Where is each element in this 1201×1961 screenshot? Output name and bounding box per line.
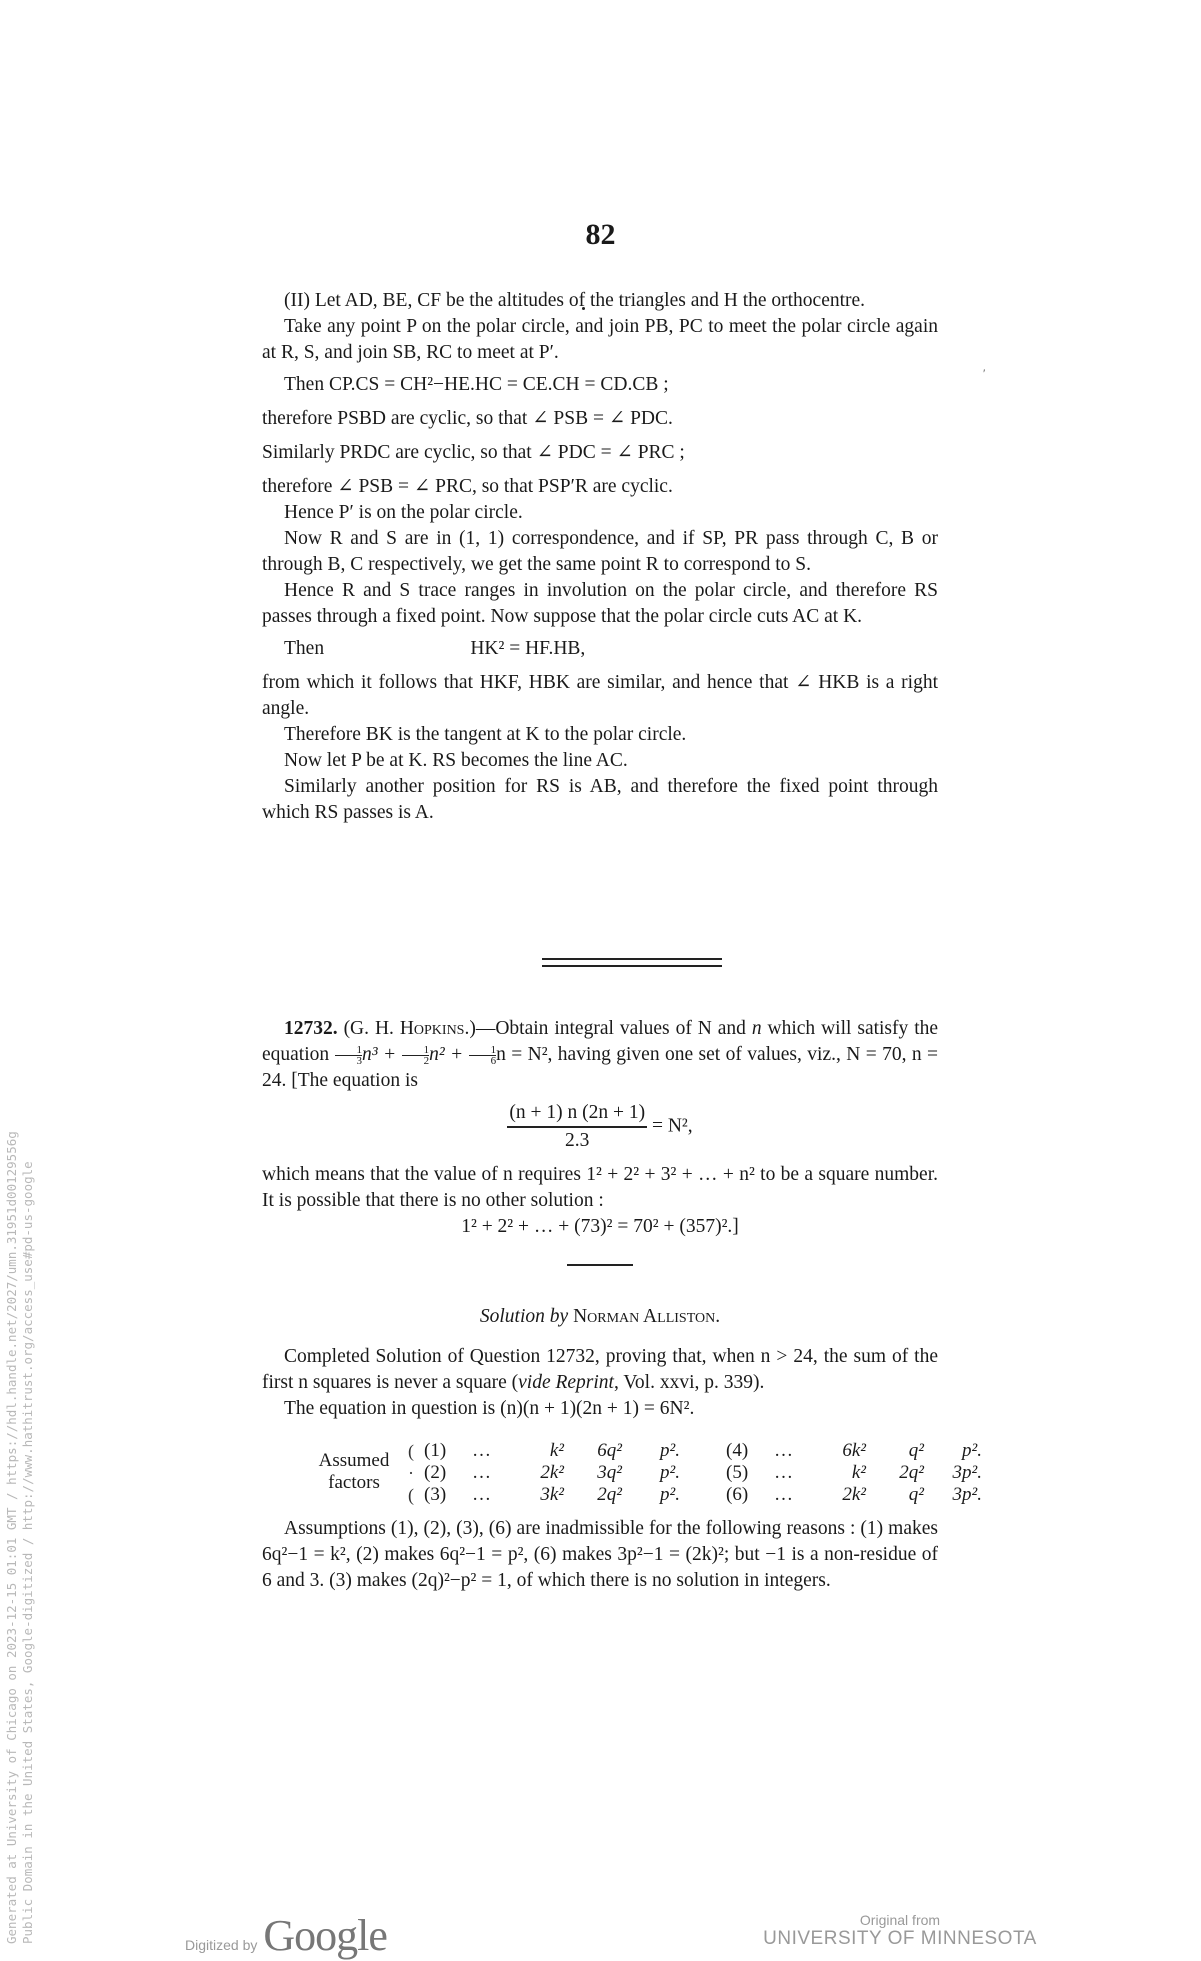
google-logo: Google	[263, 1911, 387, 1960]
equation-line: Then CP.CS = CH²−HE.HC = CE.CH = CD.CB ;	[284, 374, 669, 395]
university-name: UNIVERSITY OF MINNESOTA	[763, 1928, 1037, 1949]
fraction-one-half: $\frac{1}{2}$	[402, 1045, 430, 1066]
solution-heading	[262, 1304, 938, 1330]
brace-icon: ( · (	[408, 1441, 414, 1505]
paragraph: from which it follows that HKF, HBK are similar, and hence that ∠ HKB is a right angle.	[262, 672, 938, 719]
fraction-numerator: (n + 1) n (2n + 1)	[507, 1100, 647, 1128]
vide-reprint: vide Reprint	[518, 1372, 614, 1393]
original-source	[760, 1912, 1040, 1950]
solution-reasons	[262, 1516, 938, 1594]
paragraph: Similarly another position for RS is AB, and therefore the fixed point through which RS passes is A.	[262, 776, 938, 823]
solution-author: Norman Alliston.	[573, 1306, 721, 1327]
question-text: one set of values, viz., N = 70, n = 24. [The equation is	[262, 1044, 938, 1091]
digitized-by-google	[185, 1910, 387, 1961]
var-n: n	[751, 1018, 762, 1039]
question-block	[262, 1016, 938, 1240]
equation-line: Then HK² = HF.HB,	[284, 638, 586, 659]
solution-paragraph: The equation in question is (n)(n + 1)(2n + 1) = 6N².	[284, 1398, 695, 1419]
solution-paragraph: Assumptions (1), (2), (3), (6) are inadmissible for the following reasons : (1) makes 6q²−1 = k², (2) makes 6q²−1 = p², (6) makes 3p²−1 = (2k)²; but −1 is a non-residue of 6 and 3. (3) makes (2q)²−p² = 1, of which there is no solution in integers.	[262, 1518, 938, 1591]
question-paragraph: which means that the value of n requires 1² + 2² + 3² + … + n² to be a square number. It is possible that there is no other solution :	[262, 1164, 938, 1211]
original-from-label: Original from	[859, 1912, 941, 1928]
paragraph: Hence P′ is on the polar circle.	[284, 502, 523, 523]
digitized-by-label: Digitized by	[185, 1937, 258, 1953]
equation-line: therefore PSBD are cyclic, so that ∠ PSB = ∠ PDC.	[262, 408, 673, 429]
section-ii-body	[262, 288, 938, 826]
display-rhs: = N²,	[651, 1115, 693, 1137]
question-paragraph	[262, 1016, 938, 1094]
fraction-denominator: 2.3	[565, 1130, 590, 1151]
paragraph: Take any point P on the polar circle, and join PB, PC to meet the polar circle again at R, S, and join SB, RC to meet at P′.	[262, 316, 938, 363]
fraction-one-third: $\frac{1}{3}$	[335, 1045, 363, 1066]
paragraph: Hence R and S trace ranges in involution on the polar circle, and therefore RS passes through a fixed point. Now suppose that the polar circle cuts AC at K.	[262, 580, 938, 627]
assumed-factors-table	[300, 1440, 988, 1506]
solution-paragraph: Completed Solution of Question 12732, proving that, when n > 24, the sum of the first n squares is never a square (vide Reprint, Vol. xxvi, p. 339).	[262, 1346, 938, 1393]
factors-row: (1) … k² 6q² p². (4) … 6k² q² p².	[424, 1440, 982, 1461]
stray-mark: ′	[983, 366, 986, 380]
eq-term: n² +	[429, 1044, 469, 1065]
equation-line: therefore ∠ PSB = ∠ PRC, so that PSP′R are cyclic.	[262, 476, 673, 497]
section-divider	[542, 958, 722, 967]
page-number: 82	[585, 218, 616, 251]
question-text: which will satisfy the equation	[262, 1018, 939, 1065]
solution-heading-italic: Solution by	[479, 1306, 569, 1327]
paragraph: Now let P be at K. RS becomes the line AC.	[284, 750, 628, 771]
question-text: —Obtain integral values of N and	[475, 1018, 752, 1039]
display-fraction	[507, 1100, 647, 1154]
short-divider	[567, 1264, 633, 1266]
factors-row: (3) … 3k² 2q² p². (6) … 2k² q² 3p².	[424, 1484, 982, 1505]
factors-rows	[424, 1440, 988, 1506]
display-equation: 1² + 2² + … + (73)² = 70² + (357)².]	[461, 1216, 739, 1237]
factors-label: Assumed factors	[318, 1450, 390, 1493]
factors-row: (2) … 2k² 3q² p². (5) … k² 2q² 3p².	[424, 1462, 982, 1483]
question-number: 12732.	[284, 1018, 338, 1039]
equation-line: Similarly PRDC are cyclic, so that ∠ PDC = ∠ PRC ;	[262, 442, 685, 463]
paragraph: Therefore BK is the tangent at K to the polar circle.	[284, 724, 687, 745]
display-equation	[262, 1100, 938, 1154]
solution-block	[262, 1304, 938, 1422]
question-author: (G. H. Hopkins.)	[343, 1018, 476, 1039]
hathitrust-watermark: Generated at University of Chicago on 2023-12-15 01:01 GMT / https://hdl.handle.net/2027/umn.31951d00129556g Public Domain in the United States, Google-digitized / http://www.hathitrust.org/access_use#pd-us-google	[4, 1131, 35, 1944]
fraction-one-sixth: $\frac{1}{6}$	[469, 1045, 497, 1066]
paragraph: Now R and S are in (1, 1) correspondence, and if SP, PR pass through C, B or through B, C respectively, we get the same point R to correspond to S.	[262, 528, 938, 575]
paragraph: (II) Let AD, BE, CF be the altitudes of the triangles and H the orthocentre.	[284, 290, 866, 311]
eq-term: n = N², having given	[496, 1044, 660, 1065]
eq-term: n³ +	[362, 1044, 402, 1065]
